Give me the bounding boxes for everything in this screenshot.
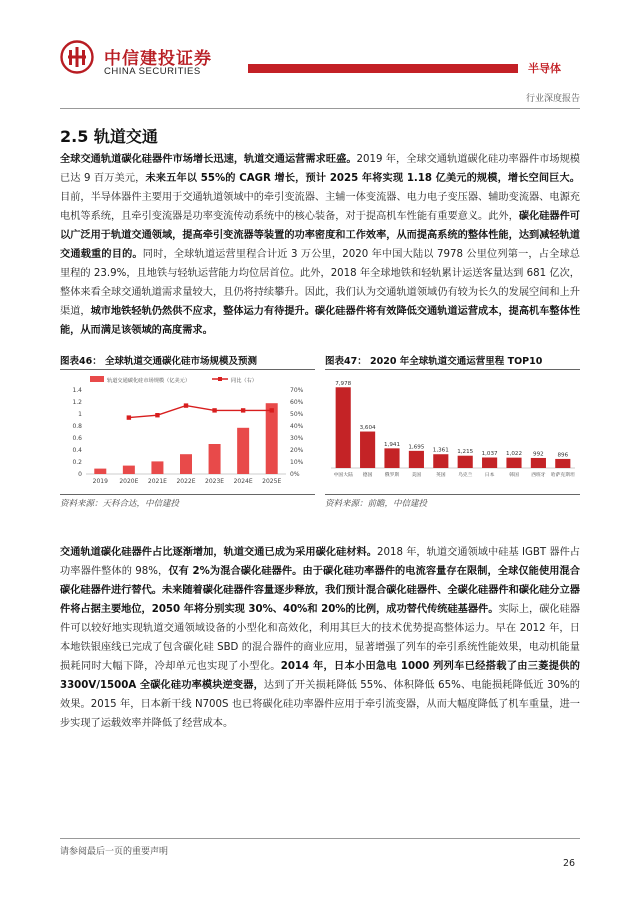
x-tick-label: 2025E bbox=[262, 478, 282, 485]
paragraph-run: 全球交通轨道碳化硅器件市场增长迅速，轨道交通运营需求旺盛。 bbox=[60, 154, 357, 165]
paragraph-run: 实际上，碳化硅器件可以较好地实现轨道交通领域设备的小型化和高效化，利用其巨大的技术优势提高整体运力。早在 2012 年，日本地铁银座线已完成了包含碳化硅 SBD 的混合器件的商业应用，显著增强了列车的牵引系统性能效果，电动机能量损耗同时大幅下降，冷却单元也实现了小型化。 bbox=[60, 604, 580, 672]
data-label: 1,941 bbox=[383, 441, 401, 448]
paragraph-run: 碳化硅器件可以广泛用于轨道交通领域，提高牵引变流器等装置的功率密度和工作效率，从而提高系统的整体性能，达到减轻轨道交通载重的目的。 bbox=[60, 211, 580, 260]
y-tick-label-right: 30% bbox=[290, 435, 304, 442]
company-name-cn: 中信建投证券 bbox=[104, 49, 212, 69]
data-label: 1,215 bbox=[457, 449, 474, 456]
bar bbox=[360, 432, 375, 468]
x-tick-label: 2019 bbox=[92, 478, 108, 485]
growth-line bbox=[129, 406, 272, 418]
x-tick-label: 2023E bbox=[205, 478, 225, 485]
figure-46-caption: 图表46： 全球轨道交通碳化硅市场规模及预测 bbox=[60, 356, 258, 367]
paragraph-run: 达到了开关损耗降低 55%、体积降低 65%、电能损耗降低近 30%的效果。2015 年，日本新干线 N700S 也已将碳化硅功率器件应用于牵引流变器，从而大幅度降低了机车重量，进一步实现了运载效率并降低了经营成本。 bbox=[60, 680, 580, 729]
x-tick-label: 2022E bbox=[176, 478, 196, 485]
x-tick-label: 2020E bbox=[119, 478, 139, 485]
header-accent-bar bbox=[248, 64, 518, 73]
figure-47-rule bbox=[325, 369, 580, 370]
paragraph-run: 2019 年，全球交通轨道碳化硅功率器件市场规模已达 9 百万美元， bbox=[60, 154, 580, 184]
y-tick-label-right: 40% bbox=[290, 423, 304, 430]
bar bbox=[266, 403, 278, 474]
data-label: 992 bbox=[533, 451, 544, 458]
sector-tag: 半导体 bbox=[528, 62, 561, 75]
y-tick-label-left: 0.8 bbox=[72, 423, 82, 430]
bar bbox=[123, 466, 135, 474]
y-tick-label-left: 0.6 bbox=[72, 435, 82, 442]
paragraph-run: 同时，全球轨道运营里程合计近 3 万公里，2020 年中国大陆以 7978 公里位列第一，占全球总里程的 23.9%，且地铁与轻轨运营能力均位居首位。此外，2018 年全球地铁和轻轨累计运送客量达到 681 亿次，整体来看全球交通轨道需求量较大，且仍将持续攀升。因此，我们认为交通轨道领域仍有较为长久的发展空间和上升渠道， bbox=[60, 249, 580, 317]
bar bbox=[384, 448, 399, 468]
report-type: 行业深度报告 bbox=[526, 94, 581, 104]
y-tick-label-right: 50% bbox=[290, 411, 304, 418]
bar bbox=[506, 458, 521, 468]
y-tick-label-right: 20% bbox=[290, 447, 304, 454]
data-label: 1,361 bbox=[432, 447, 449, 454]
data-label: 3,604 bbox=[359, 425, 376, 432]
paragraph-run: 未来五年以 55%的 CAGR 增长，预计 2025 年将实现 1.18 亿美元的规模，增长空间巨大。 bbox=[145, 173, 580, 184]
company-logo-icon bbox=[60, 40, 94, 74]
y-tick-label-left: 1 bbox=[78, 411, 82, 418]
footer-divider bbox=[60, 838, 580, 839]
chart-sic-market-size bbox=[60, 372, 318, 492]
bar bbox=[336, 387, 351, 468]
company-name-en: CHINA SECURITIES bbox=[104, 66, 201, 77]
growth-point bbox=[241, 408, 245, 412]
data-label: 896 bbox=[557, 452, 569, 459]
growth-point bbox=[270, 408, 274, 412]
y-tick-label-left: 1.4 bbox=[72, 387, 82, 394]
y-tick-label-left: 0.2 bbox=[72, 459, 82, 466]
figure-47-source: 资料来源：前瞻，中信建投 bbox=[325, 499, 428, 509]
chart-rail-mileage-top10 bbox=[325, 372, 580, 492]
x-tick-label: 日本 bbox=[484, 473, 495, 478]
bar bbox=[94, 469, 106, 474]
legend-label-bar: 轨道交通碳化硅市场规模（亿美元） bbox=[107, 378, 191, 384]
header-divider bbox=[60, 108, 580, 109]
paragraph-run: 目前，半导体器件主要用于交通轨道领域中的牵引变流器、主辅一体变流器、电力电子变压器、辅助变流器、电源充电机等系统，且牵引变流器是功率变流传动系统中的核心装备，对于提高机车性能有重要意义。此外， bbox=[60, 192, 580, 222]
x-tick-label: 中国大陆 bbox=[333, 473, 353, 478]
growth-point bbox=[212, 408, 216, 412]
y-tick-label-left: 0.4 bbox=[72, 447, 82, 454]
growth-point bbox=[127, 415, 131, 419]
legend-swatch-bar bbox=[90, 376, 104, 382]
y-tick-label-right: 70% bbox=[290, 387, 304, 394]
paragraph-2 bbox=[60, 543, 580, 733]
data-label: 1,037 bbox=[481, 451, 498, 458]
y-tick-label-right: 60% bbox=[290, 399, 304, 406]
bar bbox=[433, 454, 448, 468]
paragraph-1 bbox=[60, 150, 580, 340]
bar bbox=[151, 461, 163, 474]
x-tick-label: 乌克兰 bbox=[457, 473, 473, 478]
page-number: 26 bbox=[563, 858, 576, 869]
x-tick-label: 俄罗斯 bbox=[384, 473, 400, 478]
paragraph-run: 2014 年，日本小田急电 1000 列列车已经搭载了由三菱提供的 3300V/1500A 全碳化硅功率模块逆变器， bbox=[60, 661, 580, 691]
y-tick-label-right: 10% bbox=[290, 459, 304, 466]
bar bbox=[237, 428, 249, 474]
bar bbox=[458, 456, 473, 468]
paragraph-run: 交通轨道碳化硅器件占比逐渐增加，轨道交通已成为采用碳化硅材料。 bbox=[60, 547, 377, 558]
paragraph-run: 城市地铁轻轨仍然供不应求，整体运力有待提升。碳化硅器件将有效降低交通轨道运营成本，提高机车整体性能，从而满足该领域的高度需求。 bbox=[60, 306, 580, 336]
bar bbox=[180, 454, 192, 474]
x-tick-label: 德国 bbox=[362, 473, 373, 478]
paragraph-run: 2018 年，轨道交通领域中硅基 IGBT 器件占功率器件整体的 98%， bbox=[60, 547, 580, 577]
paragraph-run: 仅有 2%为混合碳化硅器件。由于碳化硅功率器件的电流容量存在限制，全球仅能使用混合碳化硅器件进行替代。未来随着碳化硅器件容量逐步释放，我们预计混合碳化硅器件、全碳化硅器件和碳化硅分立器件将占据主要地位，2050 年将分别实现 30%、40%和 20%的比例，成功替代传统硅基器件。 bbox=[60, 566, 580, 615]
legend-label-line: 同比（右） bbox=[231, 378, 257, 384]
data-label: 1,022 bbox=[505, 451, 523, 458]
legend-marker-line bbox=[218, 377, 222, 381]
figure-46-source: 资料来源：天科合达，中信建投 bbox=[60, 499, 180, 509]
x-tick-label: 哈萨克斯坦 bbox=[550, 473, 575, 478]
bar bbox=[555, 459, 570, 468]
figure-47-caption: 图表47： 2020 年全球轨道交通运营里程 TOP10 bbox=[325, 356, 543, 367]
data-label: 7,978 bbox=[335, 380, 352, 387]
growth-point bbox=[155, 413, 159, 417]
figure-46-rule bbox=[60, 369, 315, 370]
x-tick-label: 西班牙 bbox=[531, 473, 546, 478]
bar bbox=[409, 451, 424, 468]
figure-46-bottom-rule bbox=[60, 494, 315, 495]
bar bbox=[209, 444, 221, 474]
y-tick-label-left: 1.2 bbox=[72, 399, 82, 406]
y-tick-label-left: 0 bbox=[78, 471, 82, 478]
x-tick-label: 英国 bbox=[435, 473, 446, 478]
bar bbox=[482, 458, 497, 468]
section-title: 2.5 轨道交通 bbox=[60, 127, 158, 146]
x-tick-label: 美国 bbox=[411, 473, 422, 478]
x-tick-label: 2024E bbox=[233, 478, 253, 485]
y-tick-label-right: 0% bbox=[290, 471, 300, 478]
bar bbox=[531, 458, 546, 468]
growth-point bbox=[184, 403, 188, 407]
figure-47-bottom-rule bbox=[325, 494, 580, 495]
data-label: 1,695 bbox=[408, 444, 425, 451]
x-tick-label: 韩国 bbox=[509, 473, 519, 478]
x-tick-label: 2021E bbox=[147, 478, 167, 485]
footer-disclaimer: 请参阅最后一页的重要声明 bbox=[60, 847, 169, 857]
